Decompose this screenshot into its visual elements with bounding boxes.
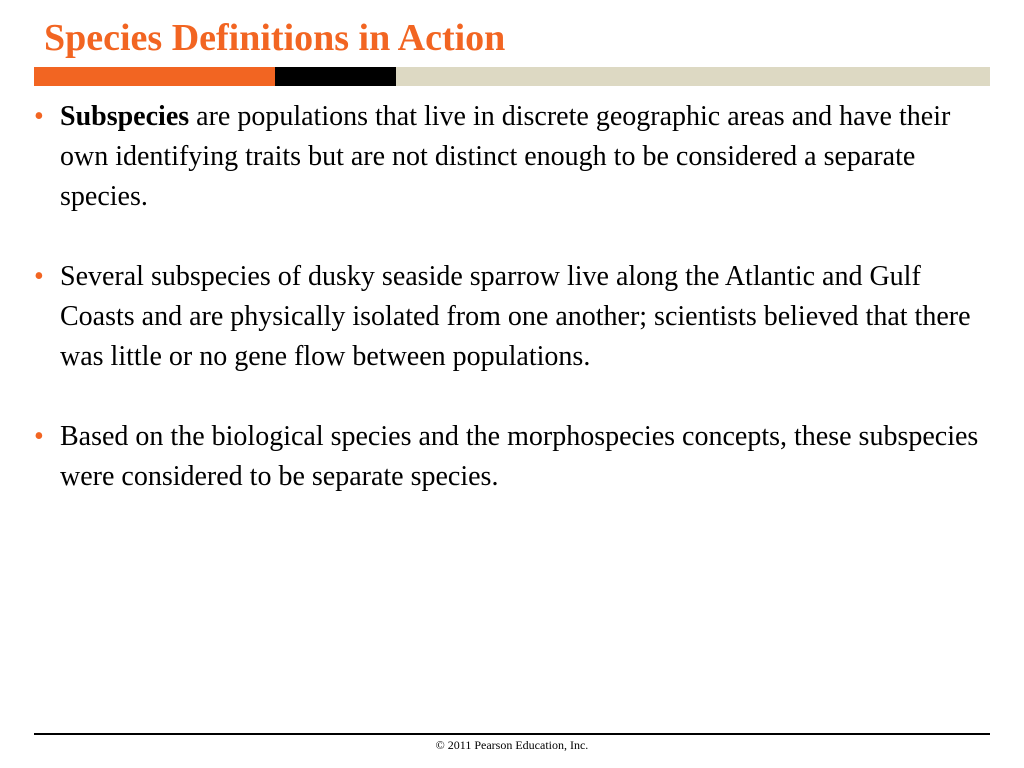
- bullet-icon: •: [34, 261, 44, 292]
- bullet-text: Several subspecies of dusky seaside sparrow live along the Atlantic and Gulf Coasts and are physically isolated from one another; scientists believed that there was little or no gene flow between populations.: [60, 261, 971, 372]
- bullet-icon: •: [34, 421, 44, 452]
- bullet-text: Based on the biological species and the morphospecies concepts, these subspecies were considered to be separate species.: [60, 421, 979, 492]
- bullet-term: Subspecies: [60, 101, 190, 132]
- slide-body: [34, 97, 994, 537]
- bullet-icon: •: [34, 101, 44, 132]
- divider-black-segment: [275, 67, 396, 86]
- title-divider-bar: [34, 67, 990, 86]
- bullet-text: are populations that live in discrete geographic areas and have their own identifying traits but are not distinct enough to be considered a separate species.: [60, 101, 951, 212]
- bullet-item: [34, 97, 994, 217]
- copyright-footer: © 2011 Pearson Education, Inc.: [435, 738, 589, 752]
- footer-divider: [34, 733, 990, 735]
- bullet-item: [34, 257, 994, 377]
- divider-orange-segment: [34, 67, 275, 86]
- bullet-item: [34, 417, 994, 497]
- slide-title: Species Definitions in Action: [44, 17, 506, 59]
- divider-beige-segment: [396, 67, 990, 86]
